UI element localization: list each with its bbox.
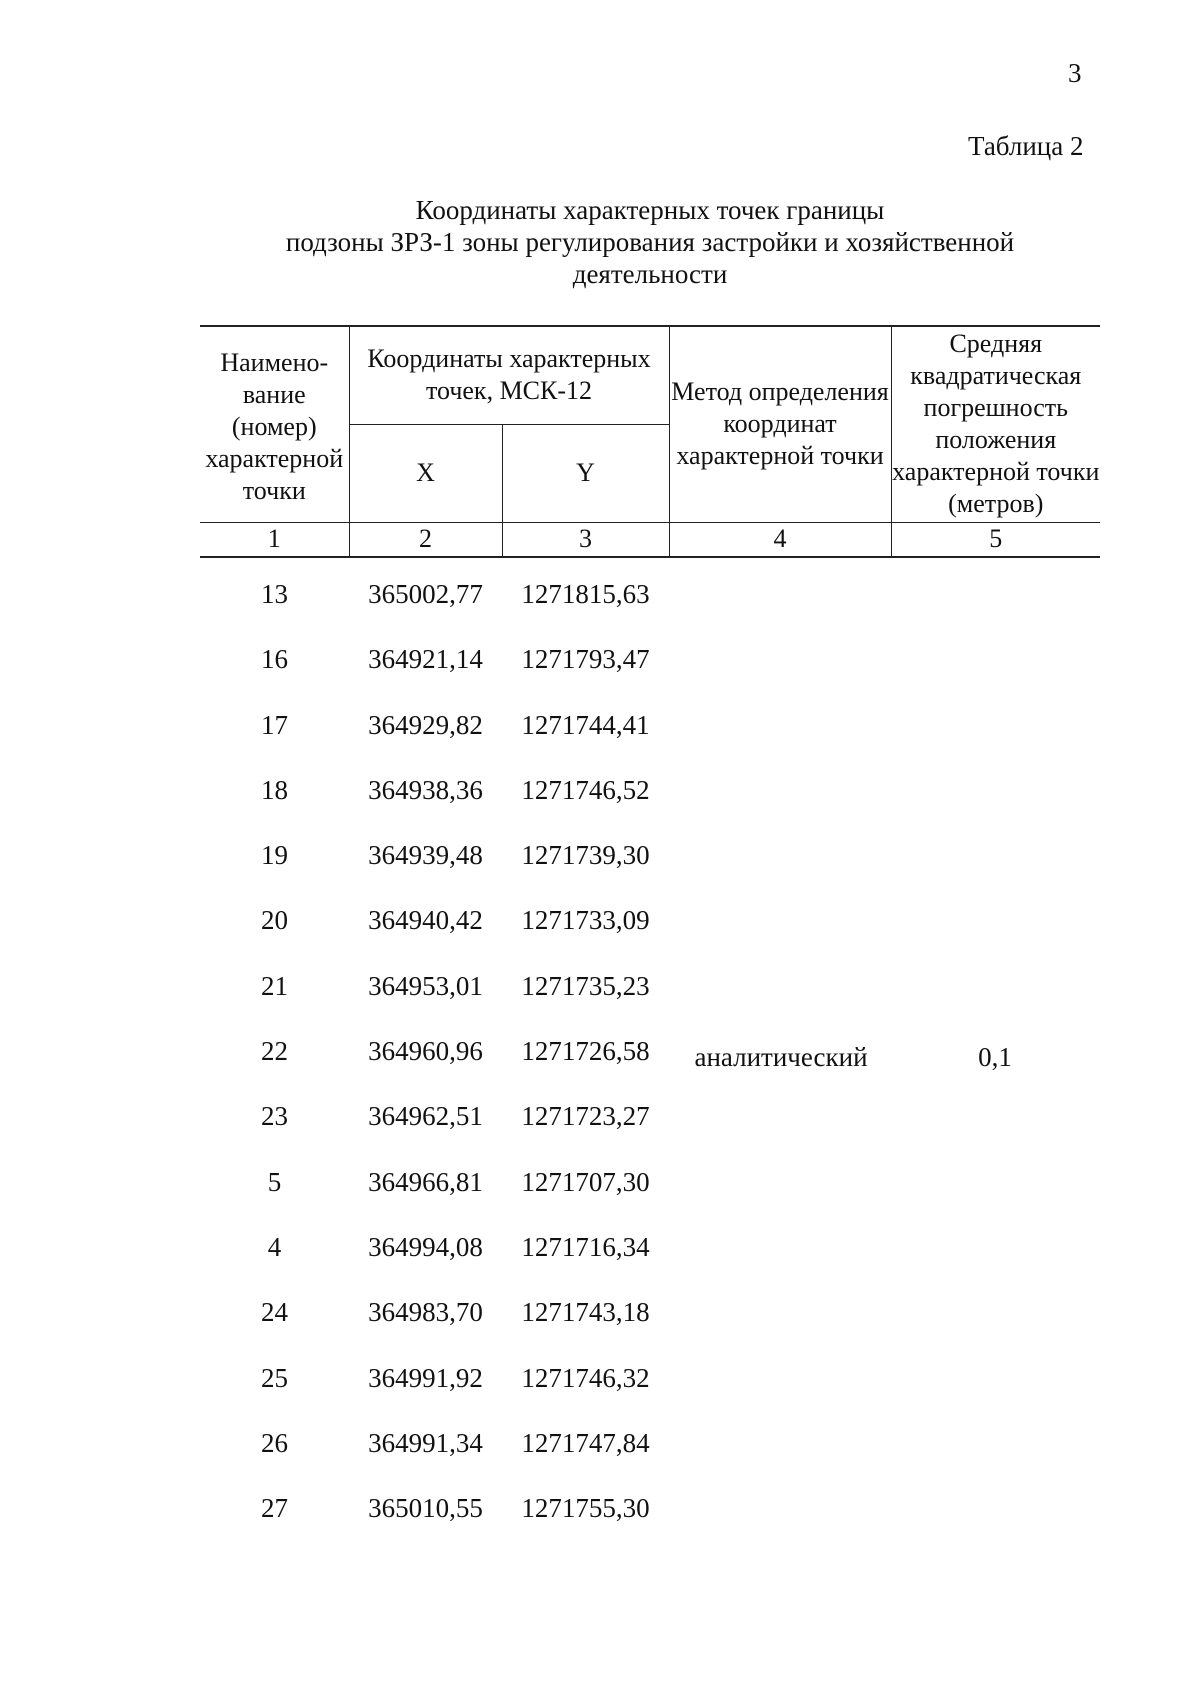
coordinate-y: 1271747,84 — [521, 1427, 650, 1458]
error-value: 0,1 — [978, 1042, 1012, 1072]
coordinate-y: 1271744,41 — [521, 709, 650, 740]
table-row — [200, 838, 1100, 903]
header-point-name: Наимено-вание (номер) характерной точки — [200, 326, 349, 522]
point-name: 18 — [261, 774, 288, 805]
coordinate-y: 1271723,27 — [521, 1101, 650, 1132]
table-row — [200, 1099, 1100, 1164]
point-name: 24 — [261, 1297, 288, 1328]
table-row — [200, 773, 1100, 838]
header-x: X — [349, 424, 502, 522]
coordinate-x: 364983,70 — [368, 1297, 483, 1328]
point-name: 27 — [261, 1493, 288, 1524]
table-row — [200, 1491, 1100, 1556]
header-coordinates-group: Координаты характерных точек, МСК-12 — [349, 326, 669, 424]
header-y: Y — [502, 424, 669, 522]
point-name: 21 — [261, 970, 288, 1001]
coordinate-y: 1271716,34 — [521, 1231, 650, 1262]
coordinate-x: 364939,48 — [368, 840, 483, 871]
column-number: 5 — [891, 522, 1100, 557]
point-name: 13 — [261, 579, 288, 609]
title-line: Координаты характерных точек границы — [415, 195, 885, 225]
point-name: 25 — [261, 1362, 288, 1393]
point-name: 4 — [267, 1231, 282, 1262]
coordinate-x: 365010,55 — [368, 1493, 483, 1524]
coordinate-x: 364994,08 — [368, 1231, 483, 1262]
coordinate-y: 1271815,63 — [521, 579, 650, 609]
page-number: 3 — [1068, 58, 1082, 88]
coordinate-y: 1271733,09 — [521, 905, 650, 936]
coordinate-x: 364938,36 — [368, 774, 483, 805]
coordinate-x: 364940,42 — [368, 905, 483, 936]
header-error: Средняя квадратическая погрешность положения характерной точки (метров) — [891, 326, 1100, 522]
point-name: 26 — [261, 1427, 288, 1458]
coordinate-y: 1271746,32 — [521, 1362, 650, 1393]
coordinate-y: 1271707,30 — [521, 1166, 650, 1197]
coordinate-x: 365002,77 — [368, 579, 483, 609]
coordinate-x: 364962,51 — [368, 1101, 483, 1132]
header-method: Метод определения координат характерной точки — [669, 326, 891, 522]
coordinate-y: 1271793,47 — [521, 644, 650, 675]
column-number: 3 — [502, 522, 669, 557]
method-value: аналитический — [694, 1042, 868, 1072]
table-row — [200, 903, 1100, 968]
coordinate-x: 364966,81 — [368, 1166, 483, 1197]
table-row — [200, 1426, 1100, 1491]
column-number: 2 — [349, 522, 502, 557]
column-number: 4 — [669, 522, 891, 557]
column-number: 1 — [200, 522, 349, 557]
table-row — [200, 642, 1100, 707]
table-label: Таблица 2 — [968, 131, 1084, 161]
point-name: 16 — [261, 644, 288, 675]
table-row — [200, 577, 1100, 642]
coordinate-x: 364991,92 — [368, 1362, 483, 1393]
coordinate-y: 1271726,58 — [521, 1036, 650, 1067]
coordinate-x: 364960,96 — [368, 1036, 483, 1067]
coordinate-y: 1271755,30 — [521, 1493, 650, 1524]
coordinate-x: 364921,14 — [368, 644, 483, 675]
table-row — [200, 1295, 1100, 1360]
coordinate-x: 364991,34 — [368, 1427, 483, 1458]
title-line: подзоны ЗРЗ-1 зоны регулирования застройки и хозяйственной — [285, 227, 1015, 257]
point-name: 17 — [261, 709, 288, 740]
table-row — [200, 1230, 1100, 1295]
point-name: 22 — [261, 1036, 288, 1067]
coordinates-table-header — [200, 325, 1100, 558]
document-title — [200, 194, 1100, 290]
coordinate-y: 1271746,52 — [521, 774, 650, 805]
coordinate-y: 1271739,30 — [521, 840, 650, 871]
table-row — [200, 969, 1100, 1034]
table-row — [200, 708, 1100, 773]
coordinate-x: 364953,01 — [368, 970, 483, 1001]
title-line: деятельности — [572, 259, 728, 289]
coordinate-y: 1271735,23 — [521, 970, 650, 1001]
point-name: 19 — [261, 840, 288, 871]
coordinate-y: 1271743,18 — [521, 1297, 650, 1328]
point-name: 5 — [267, 1166, 282, 1197]
table-row — [200, 1165, 1100, 1230]
point-name: 23 — [261, 1101, 288, 1132]
table-row — [200, 1361, 1100, 1426]
point-name: 20 — [261, 905, 288, 936]
coordinate-x: 364929,82 — [368, 709, 483, 740]
